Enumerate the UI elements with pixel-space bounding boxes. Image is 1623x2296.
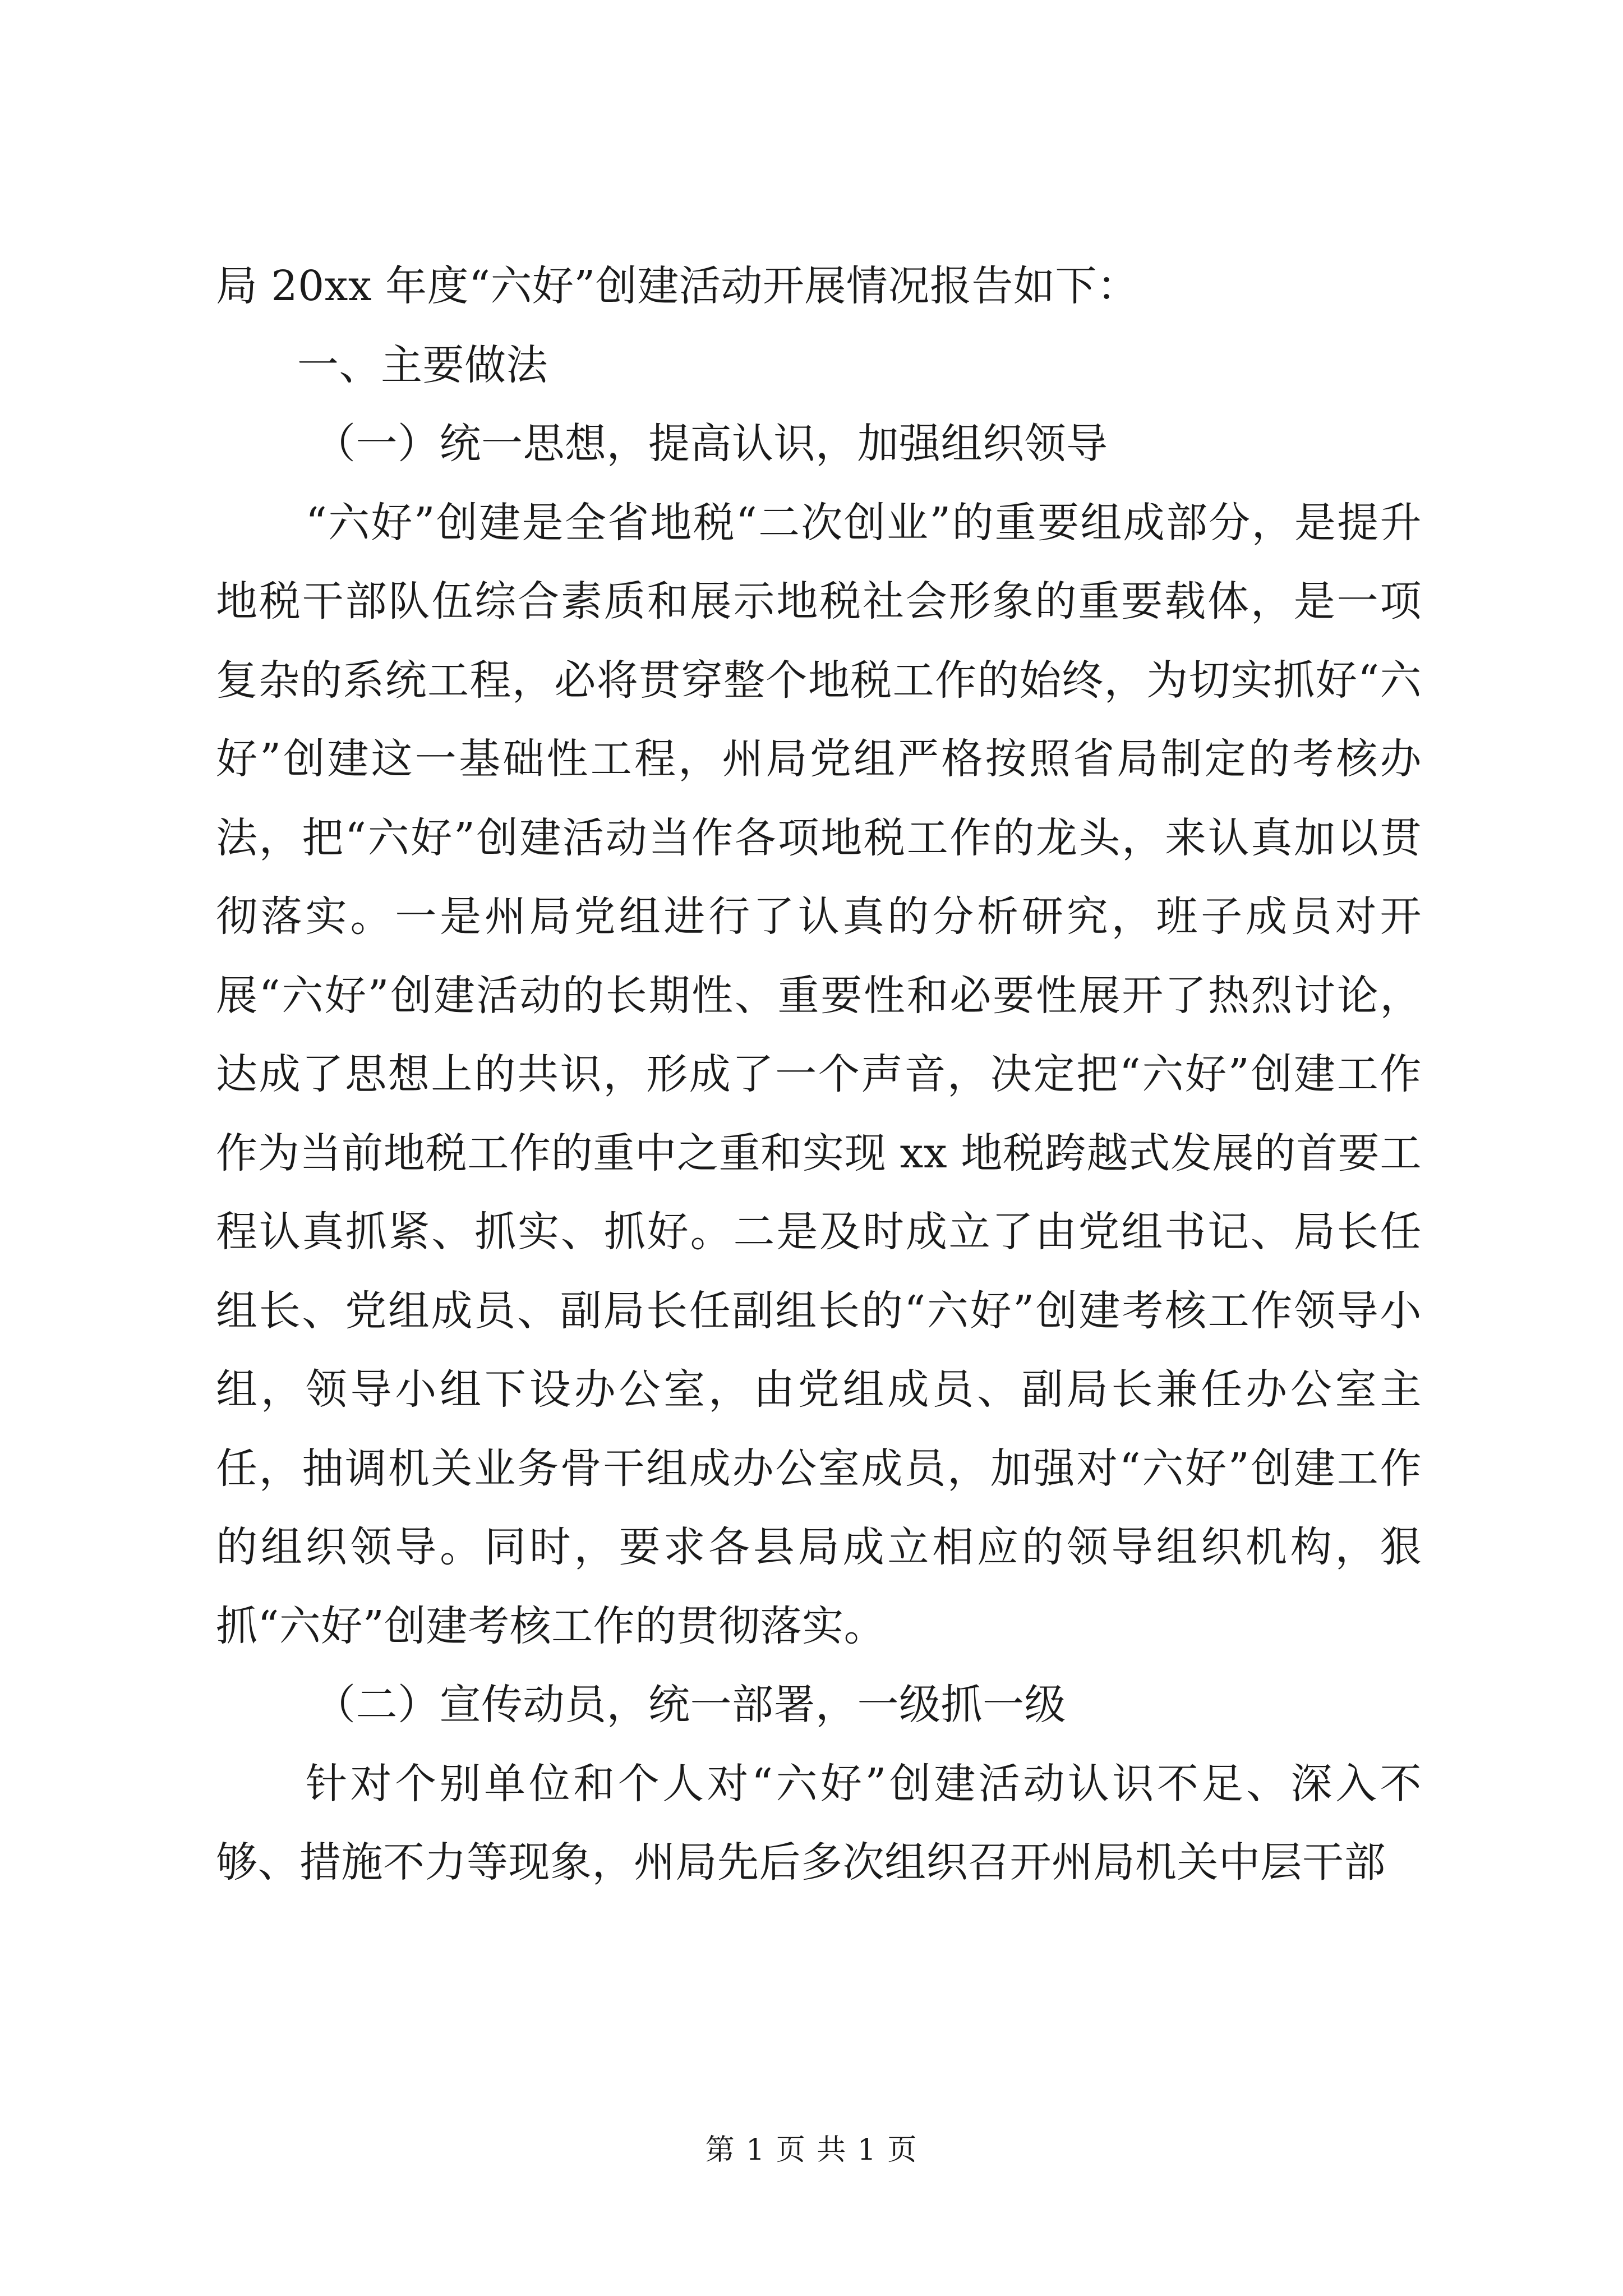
document-body (216, 247, 1422, 1902)
paragraph-intro: 局 20xx 年度“六好”创建活动开展情况报告如下： (216, 262, 1139, 310)
paragraph-body-1: “六好”创建是全省地税“二次创业”的重要组成部分，是提升地税干部队伍综合素质和展示地税社会形象的重要载体，是一项复杂的系统工程，必将贯穿整个地税工作的始终，为切实抓好“六好”创建这一基础性工程，州局党组严格按照省局制定的考核办法，把“六好”创建活动当作各项地税工作的龙头，来认真加以贯彻落实。一是州局党组进行了认真的分析研究，班子成员对开展“六好”创建活动的长期性、重要性和必要性展开了热烈讨论，达成了思想上的共识，形成了一个声音，决定把“六好”创建工作作为当前地税工作的重中之重和实现 xx 地税跨越式发展的首要工程认真抓紧、抓实、抓好。二是及时成立了由党组书记、局长任组长、党组成员、副局长任副组长的“六好”创建考核工作领导小组，领导小组下设办公室，由党组成员、副局长兼任办公室主任，抽调机关业务骨干组成办公室成员，加强对“六好”创建工作的组织领导。同时，要求各县局成立相应的领导组织机构，狠抓“六好”创建考核工作的贯彻落实。 (216, 498, 1422, 1650)
subsection-heading-2: （二）宣传动员，统一部署，一级抓一级 (314, 1681, 1066, 1729)
paragraph-body-2: 针对个别单位和个人对“六好”创建活动认识不足、深入不够、措施不力等现象，州局先后多次组织召开州局机关中层干部 (216, 1759, 1422, 1887)
subsection-heading-1: （一）统一思想，提高认识，加强组织领导 (314, 420, 1108, 468)
section-heading: 一、主要做法 (297, 341, 548, 389)
page-footer: 第 1 页 共 1 页 (705, 2133, 918, 2167)
